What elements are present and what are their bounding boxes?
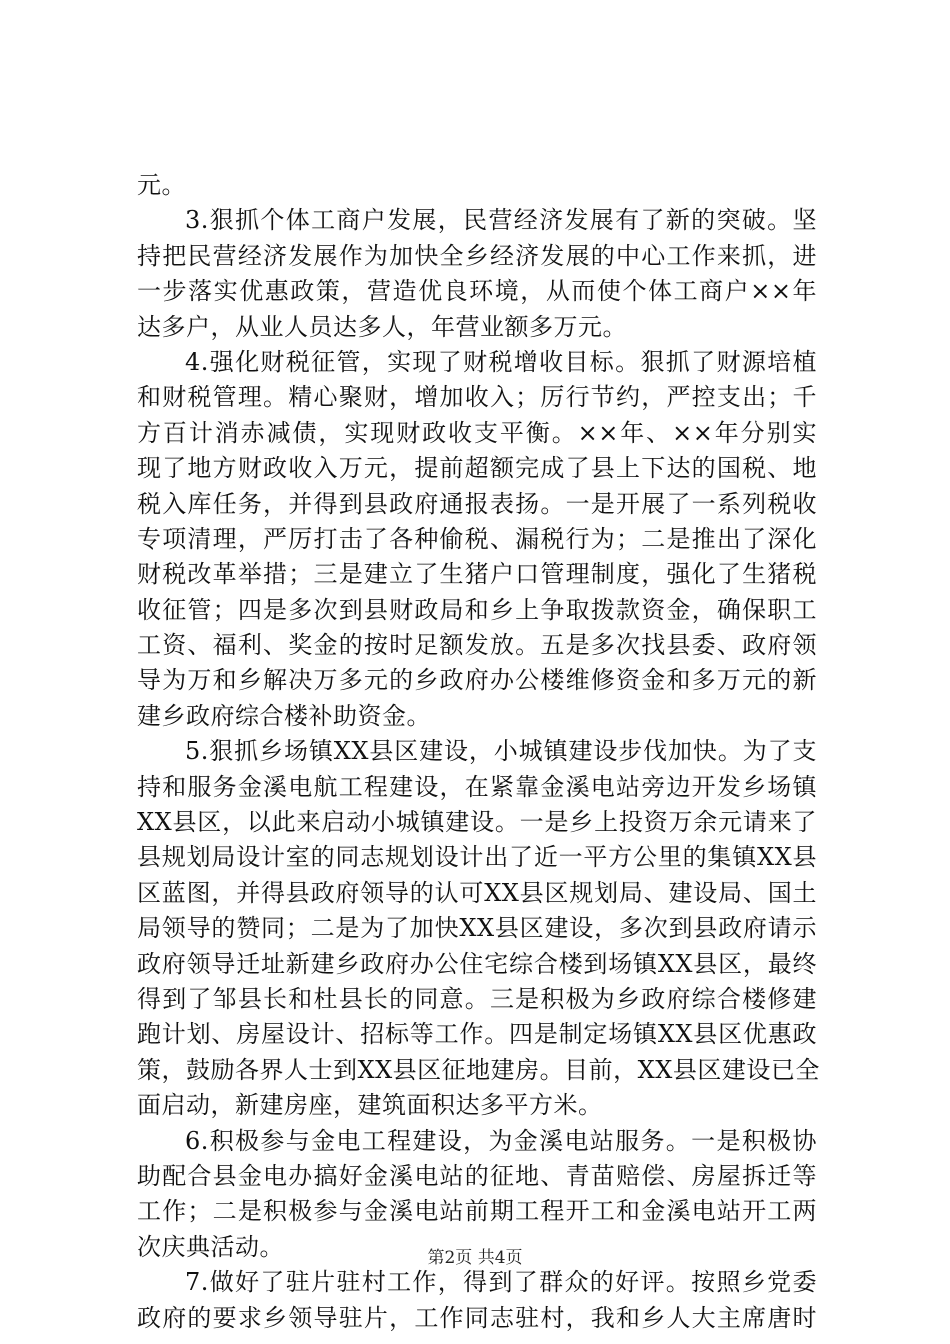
text-line: 助配合县金电办搞好金溪电站的征地、青苗赔偿、房屋拆迁等 — [137, 1161, 817, 1190]
text-line: 得到了邹县长和杜县长的同意。三是积极为乡政府综合楼修建 — [137, 984, 817, 1013]
text-line: 导为万和乡解决万多元的乡政府办公楼维修资金和多万元的新 — [137, 666, 817, 695]
text-line: 次庆典活动。 — [137, 1232, 284, 1261]
text-line: 政府的要求乡领导驻片，工作同志驻村，我和乡人大主席唐时 — [137, 1303, 817, 1332]
text-line: 持把民营经济发展作为加快全乡经济发展的中心工作来抓，进 — [137, 241, 817, 270]
text-line: 达多户，从业人员达多人，年营业额多万元。 — [137, 312, 627, 341]
text-line: 区蓝图，并得县政府领导的认可XX县区规划局、建设局、国土 — [137, 878, 817, 907]
text-line: 财税改革举措；三是建立了生猪户口管理制度，强化了生猪税 — [137, 560, 817, 589]
text-line: 策，鼓励各界人士到XX县区征地建房。目前，XX县区建设已全 — [137, 1055, 820, 1084]
text-line: 工作；二是积极参与金溪电站前期工程开工和金溪电站开工两 — [137, 1197, 817, 1226]
text-line: 税入库任务，并得到县政府通报表扬。一是开展了一系列税收 — [137, 489, 817, 518]
text-line: 面启动，新建房座，建筑面积达多平方米。 — [137, 1091, 603, 1120]
text-line: 收征管；四是多次到县财政局和乡上争取拨款资金，确保职工 — [137, 595, 817, 624]
text-line: 持和服务金溪电航工程建设，在紧靠金溪电站旁边开发乡场镇 — [137, 772, 817, 801]
text-line: 建乡政府综合楼补助资金。 — [137, 701, 431, 730]
text-line: 县规划局设计室的同志规划设计出了近一平方公里的集镇XX县 — [137, 843, 817, 872]
text-line: 政府领导迁址新建乡政府办公住宅综合楼到场镇XX县区，最终 — [137, 949, 817, 978]
document-body — [137, 168, 820, 1336]
text-line: 方百计消赤减债，实现财政收支平衡。××年、××年分别实 — [137, 418, 817, 447]
text-line: 6.积极参与金电工程建设，为金溪电站服务。一是积极协 — [185, 1126, 817, 1155]
text-line: 专项清理，严厉打击了各种偷税、漏税行为；二是推出了深化 — [137, 524, 817, 553]
text-line: 5.狠抓乡场镇XX县区建设，小城镇建设步伐加快。为了支 — [185, 737, 817, 766]
text-line: 现了地方财政收入万元，提前超额完成了县上下达的国税、地 — [137, 454, 817, 483]
text-line: 4.强化财税征管，实现了财税增收目标。狠抓了财源培植 — [185, 347, 817, 376]
text-line: 3.狠抓个体工商户发展，民营经济发展有了新的突破。坚 — [185, 206, 817, 235]
text-line: 跑计划、房屋设计、招标等工作。四是制定场镇XX县区优惠政 — [137, 1020, 817, 1049]
page-number: 第2页 共4页 — [427, 1248, 523, 1268]
text-line: XX县区，以此来启动小城镇建设。一是乡上投资万余元请来了 — [137, 808, 817, 837]
text-line: 工资、福利、奖金的按时足额发放。五是多次找县委、政府领 — [137, 631, 817, 660]
text-line: 局领导的赞同；二是为了加快XX县区建设，多次到县政府请示 — [137, 914, 817, 943]
text-line: 一步落实优惠政策，营造优良环境，从而使个体工商户××年 — [137, 277, 817, 306]
text-line: 和财税管理。精心聚财，增加收入；厉行节约，严控支出；千 — [137, 383, 817, 412]
text-line: 7.做好了驻片驻村工作，得到了群众的好评。按照乡党委 — [185, 1268, 817, 1297]
text-line: 元。 — [137, 171, 186, 199]
